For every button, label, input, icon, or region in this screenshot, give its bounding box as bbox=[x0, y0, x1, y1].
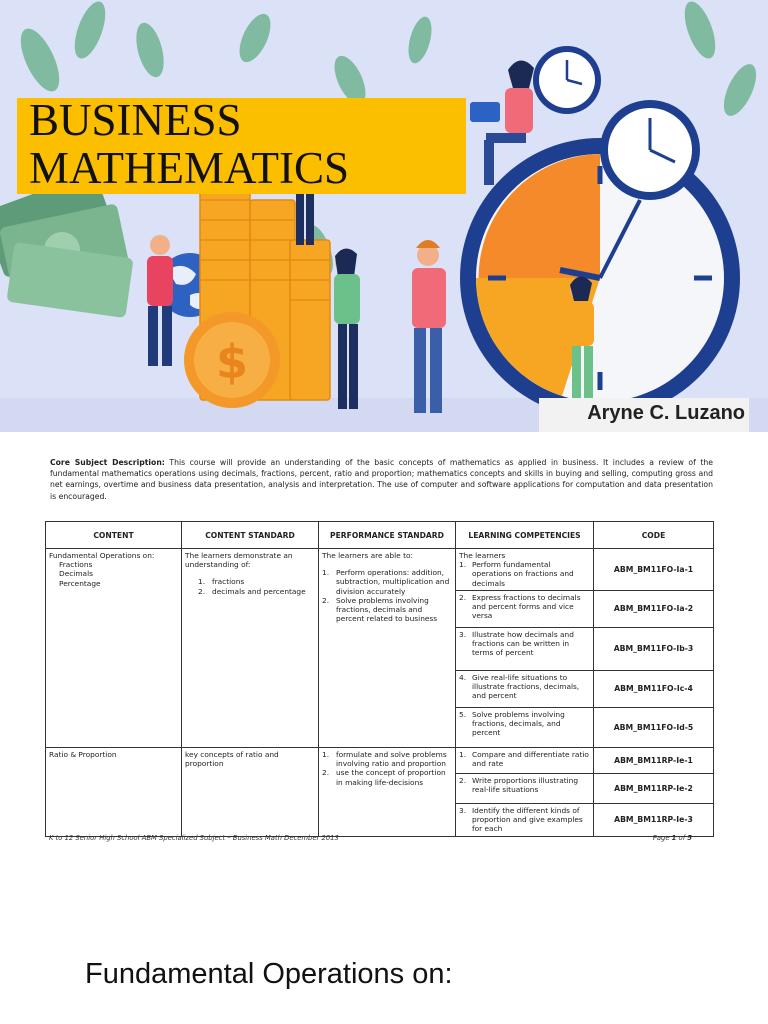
item-number: 4. bbox=[459, 673, 467, 682]
code-cell: ABM_BM11FO-Ia-1 bbox=[594, 549, 714, 591]
content-standard-cell bbox=[182, 549, 319, 748]
item-number: 1. bbox=[322, 568, 330, 578]
standard-intro: The learners demonstrate an understanding of: bbox=[185, 551, 293, 570]
code-cell: ABM_BM11FO-Id-5 bbox=[594, 708, 714, 748]
competency-cell bbox=[456, 628, 594, 671]
item-text: Solve problems involving fractions, decimals, and percent bbox=[472, 710, 565, 738]
list-item bbox=[322, 750, 452, 768]
item-text: Identify the different kinds of proportion and give examples for each bbox=[472, 806, 583, 834]
standard-text: key concepts of ratio and proportion bbox=[185, 750, 279, 769]
item-text: Perform operations: addition, subtraction, multiplication and division accurately bbox=[336, 568, 450, 596]
section-heading: Fundamental Operations on: bbox=[85, 958, 453, 990]
item-text: Solve problems involving fractions, decimals and percent related to business bbox=[336, 595, 438, 624]
code-cell: ABM_BM11FO-Ib-3 bbox=[594, 628, 714, 671]
list-item bbox=[459, 710, 590, 738]
item-number: 2. bbox=[322, 595, 330, 605]
page-of: of bbox=[676, 834, 688, 842]
list-item bbox=[459, 776, 590, 794]
list-item bbox=[459, 560, 590, 588]
description-label: Core Subject Description: bbox=[50, 458, 165, 467]
list-item bbox=[322, 596, 452, 624]
presentation-title: BUSINESS MATHEMATICS bbox=[29, 95, 350, 193]
table-header-row bbox=[46, 522, 714, 549]
item-number: 1. bbox=[459, 750, 467, 759]
code-cell: ABM_BM11FO-Ia-2 bbox=[594, 591, 714, 628]
list-item bbox=[459, 806, 590, 834]
item-number: 2. bbox=[459, 776, 467, 785]
description-text: This course will provide an understanding of the basic concepts of mathematics as applied in business. It includes a review of the fundamental mathematics operations using decimals, fractions, percent, ratio and proportion; mathematics concepts and skills in buying and selling, computing gross and net earnings, overtime and business data presentation, analysis and interpretation. The use of computer and software applications for computation and data presentation is encouraged. bbox=[50, 458, 713, 501]
table-row bbox=[46, 748, 714, 774]
list-item bbox=[459, 630, 590, 658]
item-number: 1. bbox=[459, 560, 467, 570]
item-number: 2. bbox=[322, 768, 330, 778]
item-number: 1. bbox=[198, 577, 206, 587]
code-cell: ABM_BM11FO-Ic-4 bbox=[594, 671, 714, 708]
page-label: Page bbox=[652, 834, 672, 842]
code-cell: ABM_BM11RP-Ie-2 bbox=[594, 774, 714, 804]
title-banner bbox=[0, 0, 768, 432]
core-subject-description bbox=[50, 457, 713, 502]
list-item bbox=[459, 673, 590, 701]
header-content-standard: CONTENT STANDARD bbox=[182, 522, 319, 549]
item-number: 3. bbox=[459, 806, 467, 815]
list-item bbox=[185, 587, 315, 596]
content-item: Decimals bbox=[59, 569, 93, 579]
competency-cell bbox=[456, 804, 594, 837]
header-learning-competencies: LEARNING COMPETENCIES bbox=[456, 522, 594, 549]
item-text: decimals and percentage bbox=[212, 586, 306, 596]
curriculum-table bbox=[45, 521, 714, 837]
competency-cell bbox=[456, 748, 594, 774]
content-title: Ratio & Proportion bbox=[49, 750, 117, 759]
page-total: 5 bbox=[687, 834, 692, 842]
author-name: Aryne C. Luzano bbox=[587, 402, 745, 424]
header-content: CONTENT bbox=[46, 522, 182, 549]
item-text: Express fractions to decimals and percent forms and vice versa bbox=[472, 593, 581, 621]
content-cell bbox=[46, 748, 182, 837]
table-row bbox=[46, 549, 714, 591]
content-title: Fundamental Operations on: bbox=[49, 551, 155, 560]
header-code: CODE bbox=[594, 522, 714, 549]
competency-cell bbox=[456, 671, 594, 708]
item-text: Give real-life situations to illustrate fractions, decimals, and percent bbox=[472, 673, 580, 701]
list-item bbox=[322, 768, 452, 786]
item-text: use the concept of proportion in making life-decisions bbox=[336, 768, 446, 787]
author-box bbox=[539, 398, 749, 432]
performance-standard-cell bbox=[319, 549, 456, 748]
item-text: Illustrate how decimals and fractions can be written in terms of percent bbox=[472, 630, 574, 658]
item-text: formulate and solve problems involving ratio and proportion bbox=[336, 750, 447, 769]
competency-cell bbox=[456, 591, 594, 628]
svg-text:$: $ bbox=[215, 335, 249, 389]
item-number: 1. bbox=[322, 750, 330, 759]
competency-cell bbox=[456, 774, 594, 804]
page-number: 1 bbox=[671, 834, 677, 842]
item-number: 5. bbox=[459, 710, 467, 719]
item-text: Compare and differentiate ratio and rate bbox=[472, 750, 589, 769]
business-illustration bbox=[0, 0, 768, 432]
content-item: Percentage bbox=[59, 578, 101, 588]
code-cell: ABM_BM11RP-Ie-3 bbox=[594, 804, 714, 837]
content-item: Fractions bbox=[59, 560, 93, 570]
performance-intro: The learners are able to: bbox=[322, 551, 413, 560]
item-text: fractions bbox=[212, 577, 245, 587]
title-box bbox=[17, 95, 466, 194]
item-text: Perform fundamental operations on fractions and decimals bbox=[472, 560, 574, 588]
performance-standard-cell bbox=[319, 748, 456, 837]
item-number: 3. bbox=[459, 630, 467, 639]
code-cell: ABM_BM11RP-Ie-1 bbox=[594, 748, 714, 774]
page-indicator bbox=[653, 834, 692, 842]
content-cell bbox=[46, 549, 182, 748]
header-performance-standard: PERFORMANCE STANDARD bbox=[319, 522, 456, 549]
competency-cell bbox=[456, 549, 594, 591]
list-item bbox=[459, 750, 590, 768]
list-item bbox=[459, 593, 590, 621]
content-standard-cell bbox=[182, 748, 319, 837]
list-item bbox=[185, 577, 315, 586]
item-text: Write proportions illustrating real-life situations bbox=[472, 776, 579, 795]
competency-intro: The learners bbox=[459, 551, 506, 560]
list-item bbox=[322, 568, 452, 596]
curriculum-document bbox=[0, 432, 768, 852]
item-number: 2. bbox=[459, 593, 467, 602]
competency-cell bbox=[456, 708, 594, 748]
document-footer: K to 12 Senior High School ABM Specialized Subject – Business Math December 2013 bbox=[49, 834, 339, 842]
item-number: 2. bbox=[198, 586, 206, 596]
